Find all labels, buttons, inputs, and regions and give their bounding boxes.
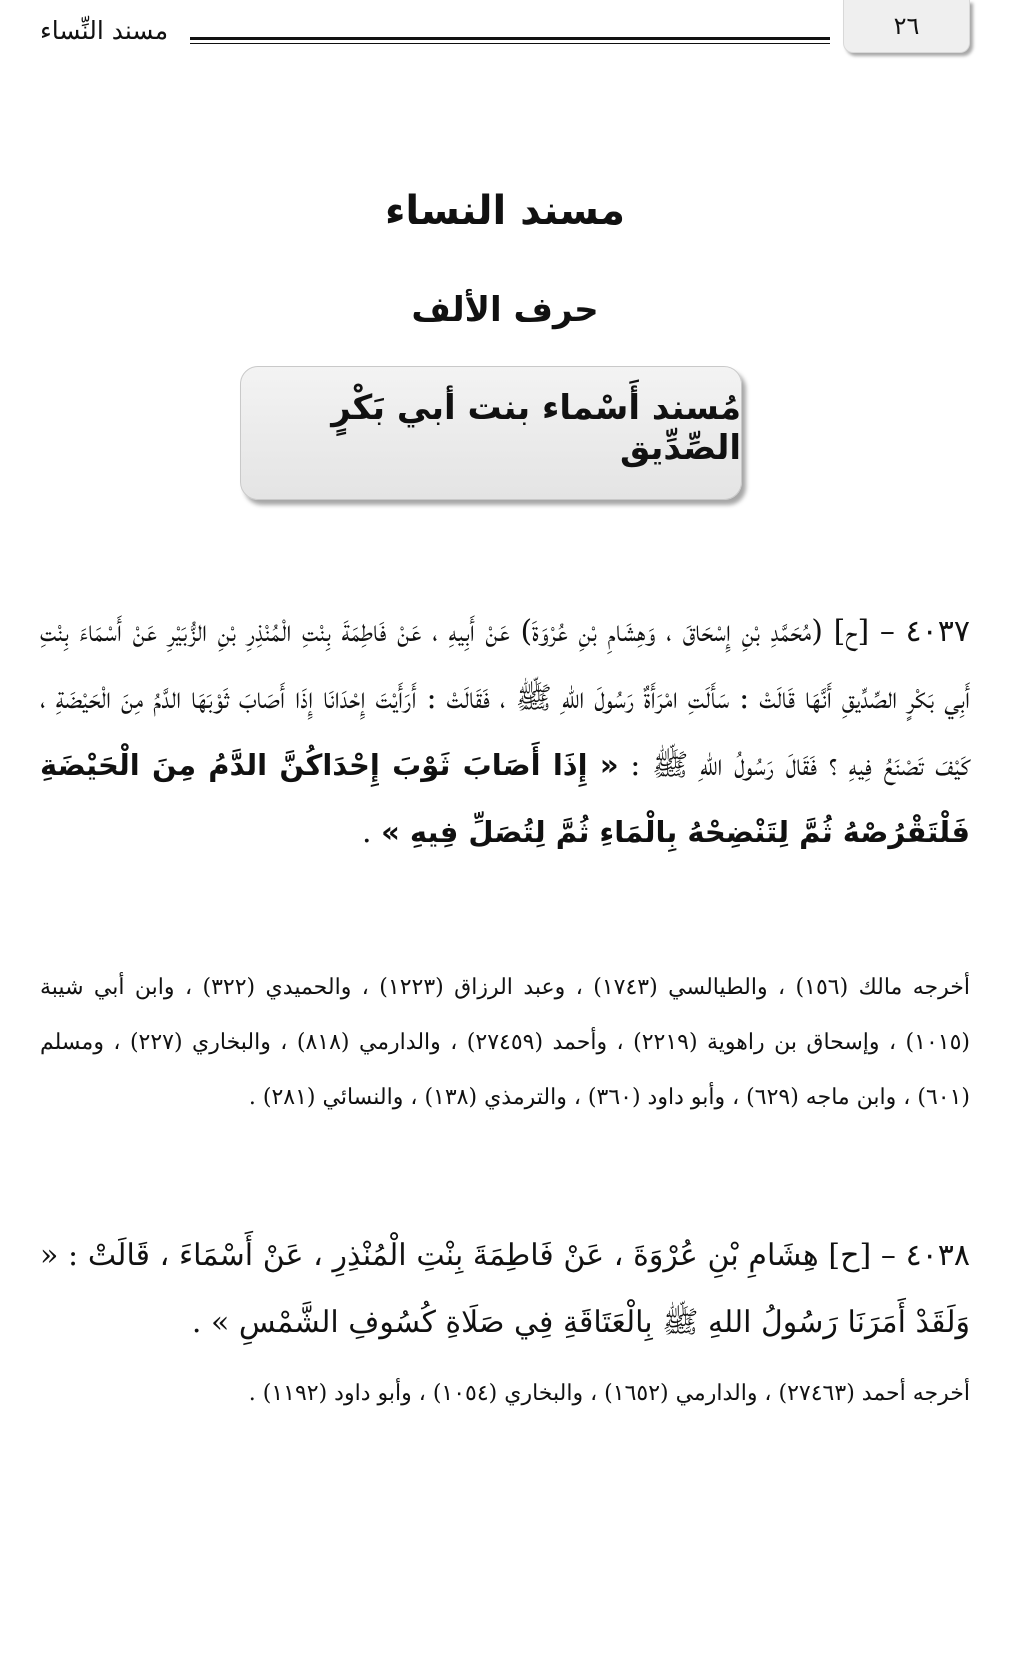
page-number: ٢٦ xyxy=(843,0,970,53)
takhrij-text: أخرجه مالك (١٥٦) ، والطيالسي (١٧٤٣) ، وعبد الرزاق (١٢٢٣) ، والحميدي (٣٢٢) ، وابن أبي شيبة (١٠١٥) ، وإسحاق بن راهوية (٢٢١٩) ، وأحمد (٢٧٤٥٩) ، والدارمي (٨١٨) ، والبخاري (٢٢٧) ، ومسلم (٦٠١) ، وابن ماجه (٦٢٩) ، وأبو داود (٣٦٠) ، والترمذي (١٣٨) ، والنسائي (٢٨١) . xyxy=(40,975,971,1110)
takhrij-4037 xyxy=(40,960,970,1125)
running-header xyxy=(0,0,1010,70)
hadith-text xyxy=(40,598,970,866)
hadith-text xyxy=(40,1222,970,1356)
chapter-title: حرف الألف xyxy=(411,290,599,330)
hadith-4038 xyxy=(40,1222,970,1356)
main-title: مسند النساء xyxy=(384,188,626,234)
section-title: مُسند أَسْماء بنت أبي بَكْرٍ الصِّدِّيق xyxy=(331,388,741,468)
hadith-narration: – [ح] (مُحَمَّدِ بْنِ إِسْحَاقَ ، وَهِشَامِ بْنِ عُرْوَةَ) عَنْ أَبِيهِ ، عَنْ فَاطِمَةَ بِنْتِ الْمُنْذِرِ بْنِ الزُّبَيْرِ عَنْ أَسْمَاءَ بِنْتِ أَبِي بَكْرٍ الصِّدِّيقِ أَنَّهَا قَالَتْ : سَأَلَتِ امْرَأَةٌ رَسُولَ اللهِ ﷺ ، فَقَالَتْ : أَرَأَيْتَ إِحْدَانَا إِذَا أَصَابَ ثَوْبَهَا الدَّمُ مِنَ الْحَيْضَةِ ، كَيْفَ تَصْنَعُ فِيهِ ؟ فَقَالَ رَسُولُ اللهِ ﷺ : xyxy=(40,614,970,783)
header-divider xyxy=(190,37,830,40)
section-title-box xyxy=(240,366,742,500)
running-title: مسند النِّساء xyxy=(40,16,169,45)
hadith-quote: « إِذَا أَصَابَ ثَوْبَ إِحْدَاكُنَّ الدَّمُ مِنَ الْحَيْضَةِ فَلْتَقْرُصْهُ ثُمَّ لِتَنْضِحْهُ بِالْمَاءِ ثُمَّ لِتُصَلِّ فِيهِ » xyxy=(40,748,970,849)
hadith-end: . xyxy=(362,815,382,850)
takhrij-text: أخرجه أحمد (٢٧٤٦٣) ، والدارمي (١٦٥٢) ، والبخاري (١٠٥٤) ، وأبو داود (١١٩٢) . xyxy=(248,1381,970,1406)
hadith-narration: – [ح] هِشَامِ بْنِ عُرْوَةَ ، عَنْ فَاطِمَةَ بِنْتِ الْمُنْذِرِ ، عَنْ أَسْمَاءَ ، قَالَتْ : « وَلَقَدْ أَمَرَنَا رَسُولُ اللهِ ﷺ بِالْعَتَاقَةِ فِي صَلَاةِ كُسُوفِ الشَّمْسِ » . xyxy=(40,1238,970,1340)
takhrij-4038 xyxy=(40,1366,970,1421)
hadith-number: ٤٠٣٨ xyxy=(905,1238,971,1273)
hadith-4037 xyxy=(40,598,970,866)
hadith-number: ٤٠٣٧ xyxy=(905,614,970,649)
